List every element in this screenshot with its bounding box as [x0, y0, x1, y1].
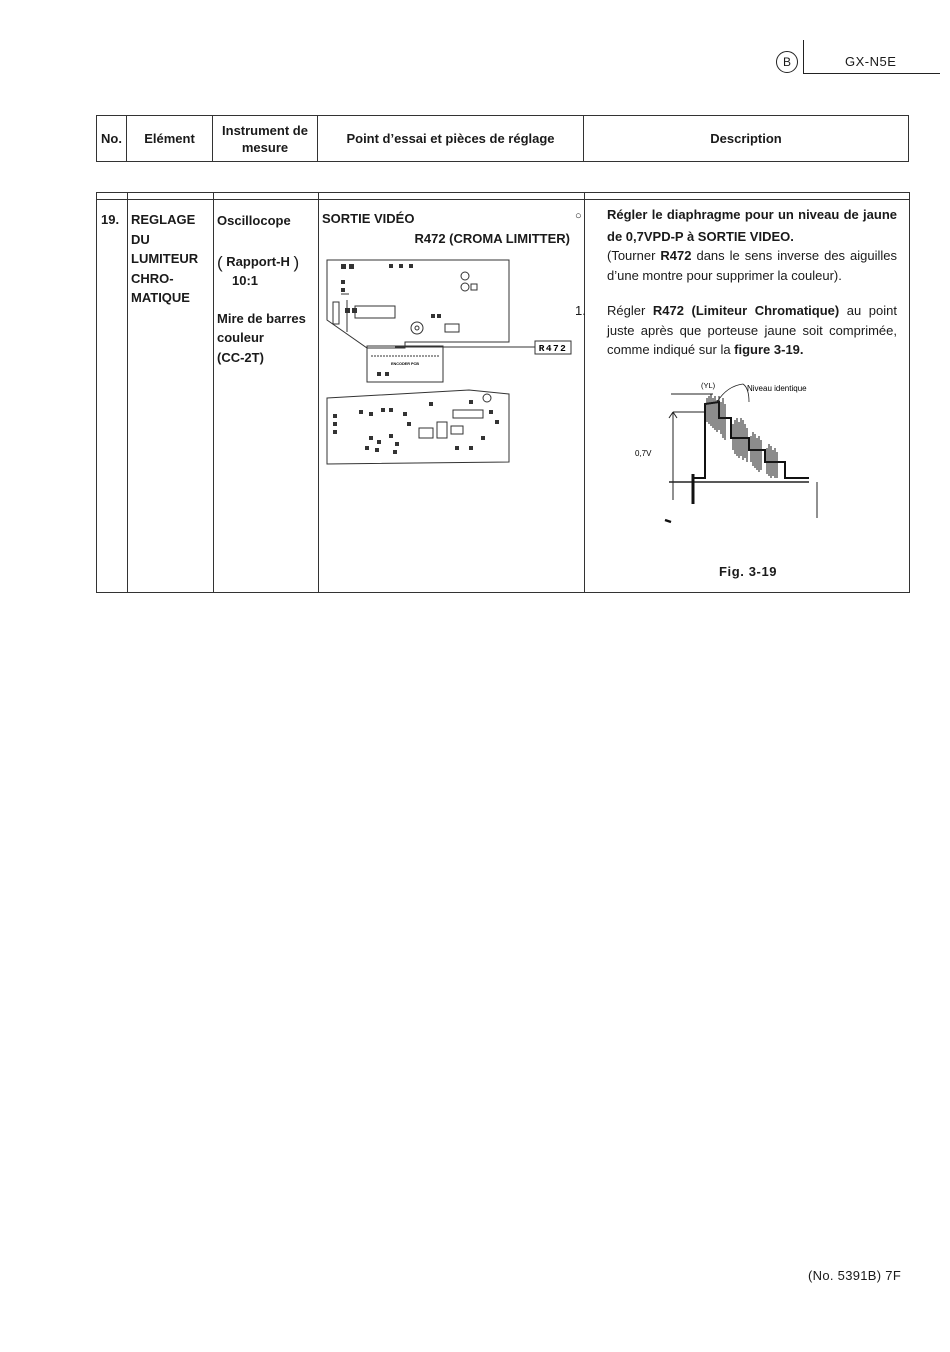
waveform-hatching [707, 394, 777, 478]
adjustment-table [96, 192, 910, 593]
open-paren: ( [217, 252, 223, 272]
figure-caption: Fig. 3-19 [719, 564, 778, 579]
trimmer [483, 394, 491, 402]
pattern-line: Mire de barres [217, 310, 306, 326]
element-line: DU [131, 231, 150, 247]
header-element: Elément [127, 116, 213, 162]
close-paren: ) [293, 252, 300, 272]
test-point-sub: R472 (CROMA LIMITTER) [414, 230, 570, 246]
header-rule [803, 73, 940, 74]
description-step-2: 1. Régler R472 (Limiteur Chromatique) au point juste après que porteuse jaune soit comprimée, comme indiqué sur la figure 3-19. [575, 303, 897, 357]
ic-outline [453, 410, 483, 418]
header-test-point: Point d’essai et pièces de réglage [318, 116, 584, 162]
trimmer [415, 326, 419, 330]
lower-board-outline [327, 390, 509, 464]
description-cell [575, 200, 910, 593]
component-outline [437, 422, 447, 438]
instrument-cell [214, 200, 319, 593]
table-row [97, 200, 910, 593]
element-cell [128, 200, 214, 593]
callout-label: R472 [538, 343, 568, 354]
header-divider [803, 40, 804, 73]
header-no: No. [97, 116, 127, 162]
row-number: 19. [97, 200, 128, 593]
element-line: CHRO- [131, 270, 174, 286]
component-outline [471, 284, 477, 290]
header-instrument: Instrument de mesure [213, 116, 318, 162]
trimmer [411, 322, 423, 334]
fig-voltage-label: 0,7V [635, 449, 652, 458]
instrument-scope: Oscillocope [217, 213, 291, 228]
waveform-figure [609, 378, 849, 538]
page-number: (No. 5391B) 7F [808, 1268, 902, 1283]
connector [445, 324, 459, 332]
fig-level-label: Niveau identique [747, 384, 807, 393]
element-line: LUMITEUR [131, 251, 199, 266]
pcb-component-marks [333, 264, 499, 454]
column-header-table [96, 115, 909, 162]
section-badge: B [776, 51, 798, 73]
component-outline [333, 302, 339, 324]
test-point-title: SORTIE VIDÉO [322, 211, 415, 226]
description-step-1: ○ Régler le diaphragme pour un niveau de jaune de 0,7VPD-P à SORTIE VIDEO. [575, 207, 897, 244]
pattern-line: (CC-2T) [217, 349, 264, 365]
bullet-circle-icon: ○ [575, 210, 582, 222]
fig-yl-label: (YL) [701, 381, 716, 390]
board-label: ENCODER PCB [390, 362, 420, 366]
trimmer [461, 283, 469, 291]
ic-outline [355, 306, 395, 318]
component-outline [419, 428, 433, 438]
header-description: Description [584, 116, 909, 162]
pattern-line: couleur [217, 330, 264, 345]
pcb-layout-diagram [319, 250, 581, 480]
upper-board-outline [327, 260, 509, 348]
element-line: REGLAGE [131, 212, 196, 227]
ratio-group [217, 251, 318, 272]
test-point-cell [319, 200, 585, 593]
element-line: MATIQUE [131, 290, 190, 305]
component-outline [451, 426, 463, 434]
ratio-label: Rapport-H [226, 253, 290, 269]
trimmer [461, 272, 469, 280]
model-number: GX-N5E [845, 54, 897, 69]
description-note: (Tourner R472 dans le sens inverse des aiguilles d’une montre pour supprimer la couleur). [607, 248, 897, 283]
ratio-value: 10:1 [232, 273, 259, 288]
